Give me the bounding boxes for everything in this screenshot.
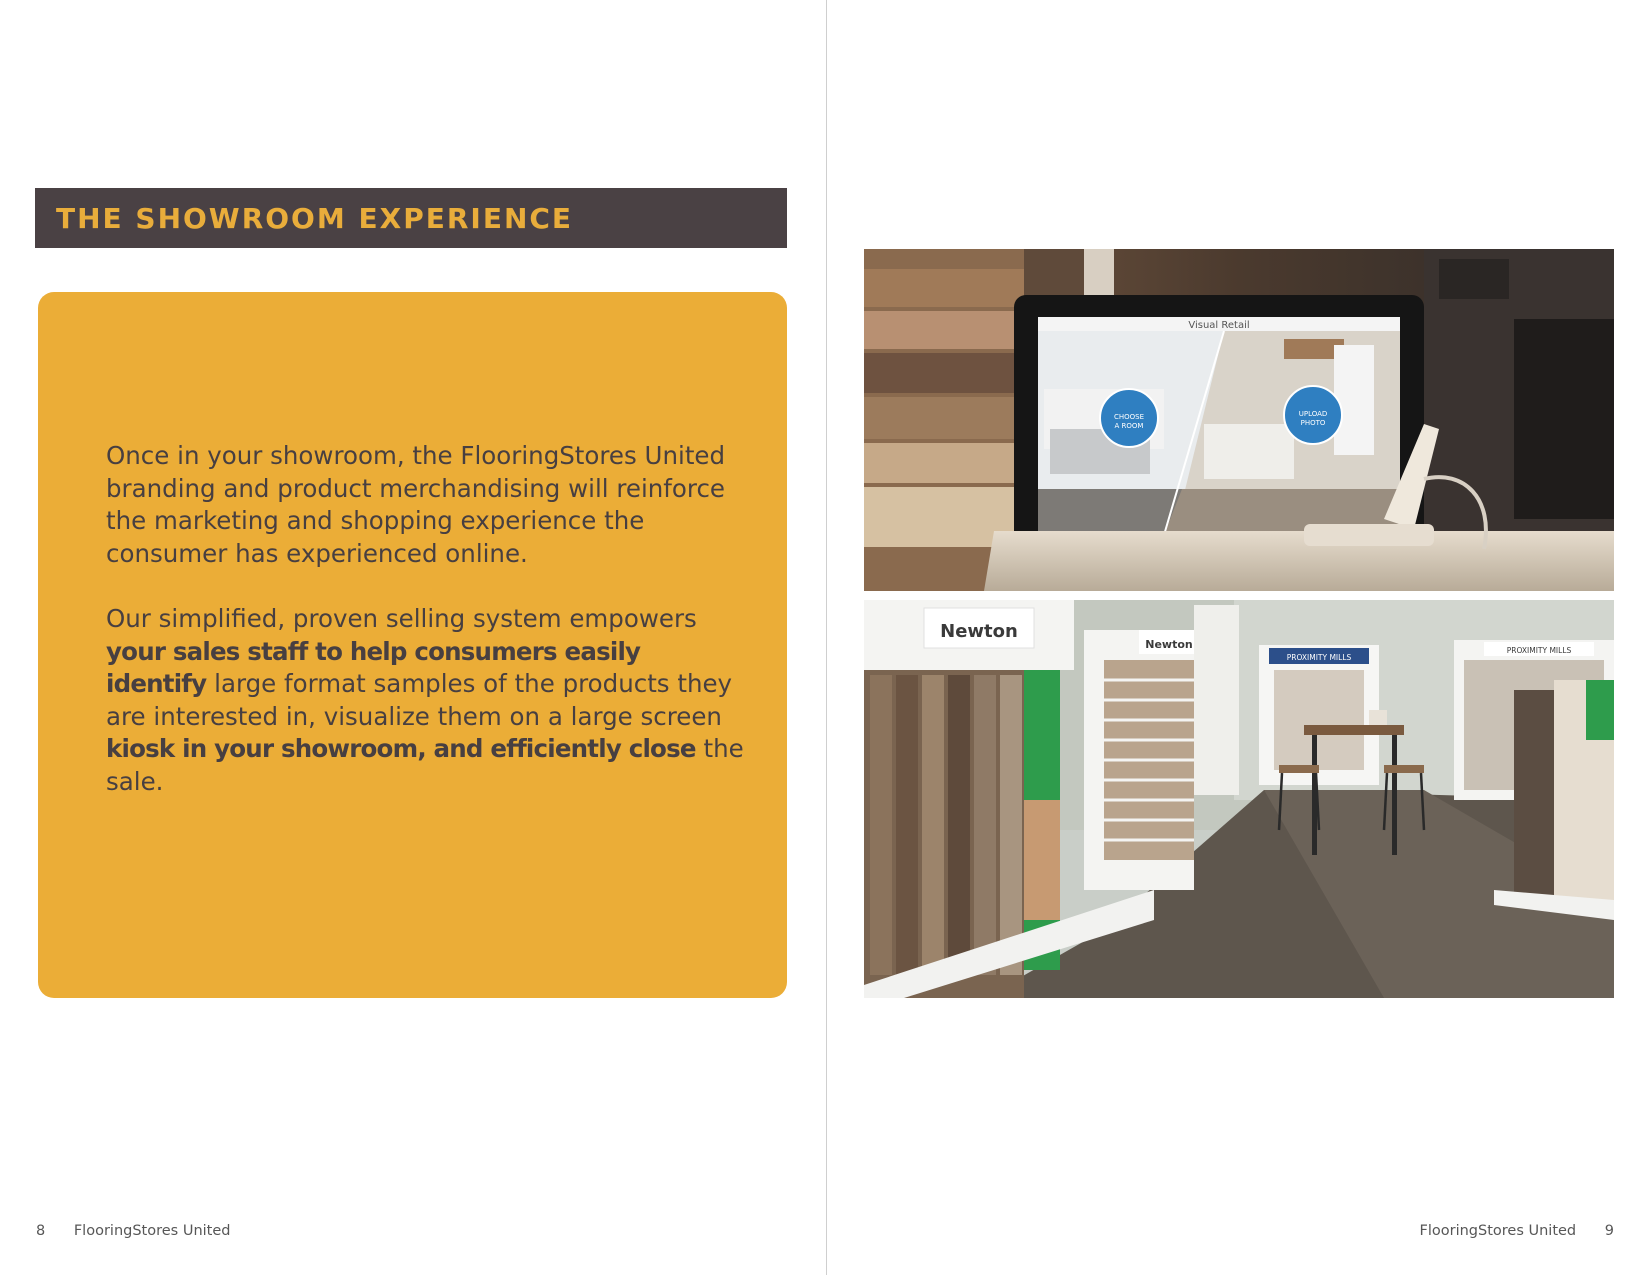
paragraph-intro: Once in your showroom, the FlooringStores United branding and product merchandising will reinforce the marketing and shopping experience the consumer has experienced online. bbox=[106, 441, 726, 568]
kiosk-photo-illustration bbox=[864, 249, 1614, 591]
kiosk-upload-photo-line1: UPLOAD bbox=[1298, 410, 1328, 418]
showroom-sign-newton-2: Newton bbox=[1145, 638, 1193, 651]
showroom-photo bbox=[864, 600, 1614, 998]
paragraph-selling-system bbox=[106, 603, 746, 798]
showroom-photo-illustration bbox=[864, 600, 1614, 998]
footer-brand-right: FlooringStores United bbox=[1419, 1223, 1577, 1239]
section-header-bar bbox=[35, 188, 787, 248]
section-title: THE SHOWROOM EXPERIENCE bbox=[56, 201, 574, 235]
showroom-sign-proximity-2: PROXIMITY MILLS bbox=[1506, 646, 1572, 655]
callout-text bbox=[106, 440, 746, 831]
showroom-sign-proximity-1: PROXIMITY MILLS bbox=[1286, 653, 1352, 662]
kiosk-choose-room-line2: A ROOM bbox=[1114, 422, 1144, 430]
kiosk-screen-title: Visual Retail bbox=[1188, 320, 1250, 331]
page-spread-divider bbox=[826, 0, 827, 1275]
kiosk-upload-photo-line2: PHOTO bbox=[1300, 419, 1326, 427]
kiosk-photo bbox=[864, 249, 1614, 591]
footer-left bbox=[36, 1223, 230, 1239]
paragraph-text-2: large format samples of the products they are interested in, visualize them on a large screen bbox=[106, 669, 733, 731]
footer-brand-left: FlooringStores United bbox=[73, 1223, 231, 1239]
page-number-left: 8 bbox=[36, 1223, 46, 1239]
page-number-right: 9 bbox=[1604, 1223, 1614, 1239]
paragraph-bold-1: your sales staff to help consumers easily identify bbox=[106, 636, 641, 698]
paragraph-text-3: the sale. bbox=[106, 734, 744, 796]
callout-box bbox=[38, 292, 787, 998]
kiosk-choose-room-line1: CHOOSE bbox=[1113, 413, 1145, 421]
paragraph-text-1: Our simplified, proven selling system empowers bbox=[106, 604, 697, 633]
showroom-sign-newton-1: Newton bbox=[940, 621, 1018, 642]
footer-right bbox=[1420, 1223, 1614, 1239]
paragraph-bold-2: kiosk in your showroom, and efficiently close bbox=[106, 734, 696, 763]
